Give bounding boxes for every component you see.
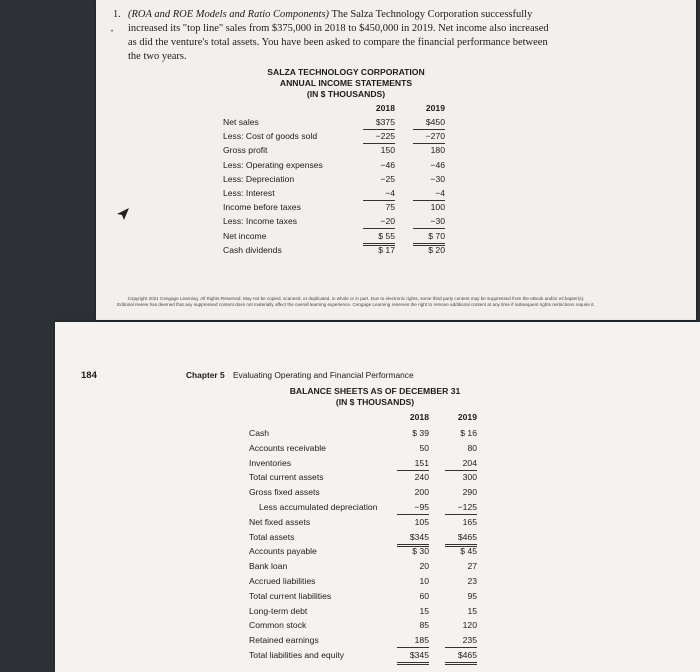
value-2018: 20 xyxy=(419,561,429,572)
table-row xyxy=(249,649,479,662)
value-2018: $375 xyxy=(363,116,395,130)
value-2018: 185 xyxy=(397,634,429,648)
statement-units: (IN $ THOUSANDS) xyxy=(306,89,386,99)
row-label: Total current assets xyxy=(249,472,324,483)
row-label: Inventories xyxy=(249,457,292,468)
row-label: Cash xyxy=(249,428,270,438)
table-row xyxy=(249,427,479,440)
value-2019: 300 xyxy=(462,472,477,483)
table-row xyxy=(223,144,445,157)
value-2018: 150 xyxy=(380,145,395,156)
col-2019-header: 2019 xyxy=(425,103,445,113)
value-2019: −46 xyxy=(430,159,445,170)
table-row xyxy=(223,187,445,200)
value-2018: $ 39 xyxy=(412,428,429,438)
value-2018: −95 xyxy=(397,501,429,515)
value-2018: 200 xyxy=(414,487,429,498)
value-2019: 290 xyxy=(462,487,477,498)
statement-title: ANNUAL INCOME STATEMENTS xyxy=(279,78,413,88)
row-label: Net income xyxy=(223,230,267,241)
value-2018: 105 xyxy=(414,516,429,527)
row-label: Long-term debt xyxy=(249,605,308,616)
textbook-page-top xyxy=(96,0,696,320)
value-2018: 50 xyxy=(419,442,429,453)
value-2019: 80 xyxy=(467,442,477,453)
value-2018: $ 55 xyxy=(363,230,395,246)
table-row xyxy=(249,442,479,455)
col-2018-header: 2018 xyxy=(375,103,395,113)
row-label: Common stock xyxy=(249,620,307,631)
balance-sheet-title: BALANCE SHEETS AS OF DECEMBER 31 xyxy=(289,386,461,396)
value-2018: −4 xyxy=(363,187,395,201)
value-2018: 75 xyxy=(385,202,395,213)
table-row xyxy=(249,605,479,618)
table-row xyxy=(249,501,479,514)
table-row xyxy=(249,590,479,603)
bullet-mark-icon: • xyxy=(111,29,114,35)
row-label: Gross profit xyxy=(223,145,268,156)
page-number: 184 xyxy=(81,370,97,381)
value-2018: $ 30 xyxy=(412,546,429,557)
value-2019: −4 xyxy=(413,187,445,201)
value-2019: $450 xyxy=(413,116,445,130)
table-row xyxy=(223,244,445,257)
balance-sheet-units: (IN $ THOUSANDS) xyxy=(335,397,415,407)
row-label: Less accumulated depreciation xyxy=(259,502,378,512)
value-2019: 204 xyxy=(445,457,477,471)
value-2019: $465 xyxy=(445,649,477,665)
value-2019: $ 45 xyxy=(460,546,477,557)
row-label: Total assets xyxy=(249,531,295,542)
table-row xyxy=(249,545,479,558)
table-row xyxy=(249,471,479,484)
mouse-cursor-icon xyxy=(116,207,130,221)
row-label: Total liabilities and equity xyxy=(249,650,345,660)
income-statement-heading xyxy=(246,67,446,100)
value-2019: 165 xyxy=(462,516,477,527)
row-label: Less: Depreciation xyxy=(223,173,295,184)
row-label: Income before taxes xyxy=(223,202,301,213)
value-2019: −125 xyxy=(445,501,477,515)
value-2019: $465 xyxy=(445,531,477,547)
balance-sheet-heading xyxy=(275,386,475,408)
value-2018: 60 xyxy=(419,590,429,601)
table-row xyxy=(249,486,479,499)
row-label: Less: Interest xyxy=(223,188,275,198)
value-2018: $345 xyxy=(397,531,429,547)
table-header-row xyxy=(249,411,479,424)
row-label: Net sales xyxy=(223,117,259,127)
value-2018: −225 xyxy=(363,130,395,144)
table-row xyxy=(223,201,445,214)
company-name: SALZA TECHNOLOGY CORPORATION xyxy=(267,67,425,77)
value-2018: −25 xyxy=(380,173,395,184)
row-label: Retained earnings xyxy=(249,635,319,646)
col-2018-header: 2018 xyxy=(409,412,429,422)
table-row xyxy=(249,619,479,632)
value-2019: 235 xyxy=(445,634,477,648)
table-row xyxy=(223,159,445,172)
value-2019: 95 xyxy=(467,590,477,601)
chapter-title: Evaluating Operating and Financial Performance xyxy=(232,370,414,380)
copyright-notice xyxy=(106,296,606,308)
table-row xyxy=(223,215,445,228)
value-2018: 85 xyxy=(419,620,429,631)
table-header-row xyxy=(223,102,445,115)
table-row xyxy=(249,516,479,529)
row-label: Cash dividends xyxy=(223,244,282,255)
value-2019: −30 xyxy=(430,173,445,184)
value-2019: 23 xyxy=(467,576,477,586)
col-2019-header: 2019 xyxy=(457,412,477,422)
row-label: Less: Cost of goods sold xyxy=(223,131,318,142)
value-2018: 10 xyxy=(419,576,429,586)
value-2019: 15 xyxy=(467,605,477,616)
value-2018: −20 xyxy=(363,215,395,229)
row-label: Less: Operating expenses xyxy=(223,159,323,170)
value-2018: 15 xyxy=(419,605,429,616)
row-label: Accounts payable xyxy=(249,546,317,557)
row-label: Accounts receivable xyxy=(249,442,326,453)
table-row xyxy=(249,560,479,573)
table-row xyxy=(249,634,479,647)
problem-number: 1. xyxy=(113,9,121,20)
problem-statement xyxy=(113,8,558,64)
copyright-line-2: Editorial review has deemed that any suppressed content does not materially affect the overall learning experience. Cengage Learning reserves the right to remove additional content at any time if subsequent rights restrictions require it. xyxy=(117,302,595,307)
table-row xyxy=(223,230,445,243)
row-label: Accrued liabilities xyxy=(249,576,316,586)
chapter-heading xyxy=(186,370,414,380)
value-2018: $ 17 xyxy=(378,244,395,255)
chapter-label: Chapter 5 xyxy=(186,370,225,380)
value-2019: 180 xyxy=(430,145,445,156)
value-2019: 100 xyxy=(430,202,445,213)
table-row xyxy=(249,457,479,470)
value-2019: 120 xyxy=(462,620,477,631)
value-2019: $ 20 xyxy=(428,244,445,255)
value-2018: −46 xyxy=(380,159,395,170)
textbook-page-bottom xyxy=(55,322,700,672)
value-2019: −270 xyxy=(413,130,445,144)
problem-title: (ROA and ROE Models and Ratio Components) xyxy=(128,9,330,20)
table-row xyxy=(223,116,445,129)
value-2019: $ 70 xyxy=(413,230,445,246)
row-label: Total current liabilities xyxy=(249,590,332,601)
table-row xyxy=(223,130,445,143)
row-label: Gross fixed assets xyxy=(249,487,320,498)
copyright-line-1: Copyright 2021 Cengage Learning. All Rights Reserved. May not be copied, scanned, or duplicated, in whole or in part. Due to electronic rights, some third party content may be suppressed from the eBook and/or eChapter(s). xyxy=(127,296,585,301)
table-row xyxy=(223,173,445,186)
row-label: Less: Income taxes xyxy=(223,216,298,227)
row-label: Net fixed assets xyxy=(249,516,311,527)
table-row xyxy=(249,531,479,544)
value-2019: −30 xyxy=(413,215,445,229)
value-2019: 27 xyxy=(467,561,477,572)
row-label: Bank loan xyxy=(249,561,288,572)
value-2018: 151 xyxy=(397,457,429,471)
value-2018: $345 xyxy=(397,649,429,665)
problem-text: The Salza Technology Corporation successfully increased its "top line" sales from $375,000 in 2018 to $450,000 in 2019. Net income also increased as did the venture's total assets. You have been asked to compare the financial performance between the two years. xyxy=(128,9,549,62)
table-row xyxy=(249,575,479,588)
value-2019: $ 16 xyxy=(460,428,477,438)
value-2018: 240 xyxy=(414,472,429,483)
